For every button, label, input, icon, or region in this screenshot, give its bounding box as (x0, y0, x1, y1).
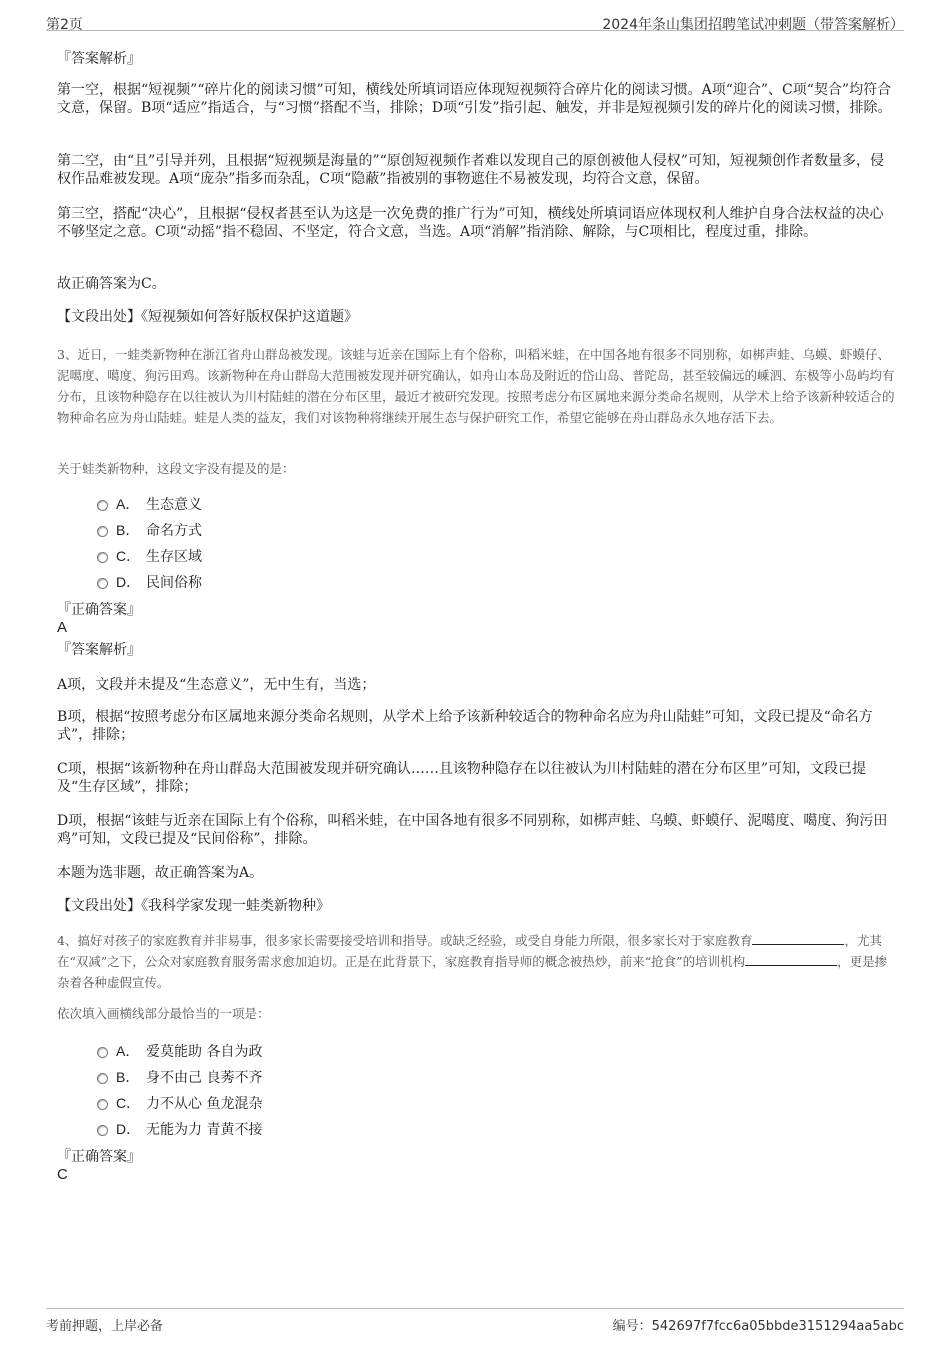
q4-option-b[interactable]: B． 身不由己 良莠不齐 (97, 1068, 262, 1087)
q3-option-a[interactable]: A． 生态意义 (97, 495, 202, 514)
q3-option-b[interactable]: B． 命名方式 (97, 521, 202, 540)
q2-conclusion: 故正确答案为C。 (57, 276, 166, 292)
q3-option-d[interactable]: D． 民间俗称 (97, 573, 202, 592)
q4-stem: 4、搞好对孩子的家庭教育并非易事，很多家长需要接受培训和指导。或缺乏经验，或受自身能力所限，很多家长对于家庭教育 ，尤其在“双减”之下，公众对家庭教育服务需求愈加迫切。正是在此背景下，家庭教育指导师的概念被热炒，前来“抢食”的培训机构 ，更是掺杂着各种虚假宣传。 (57, 933, 888, 990)
radio-icon[interactable] (97, 526, 108, 537)
q3-analysis-d: D项，根据“该蛙与近亲在国际上有个俗称，叫稻米蛙，在中国各地有很多不同别称，如梆声蛙、乌蟆、虾蟆仔、泥噶度、噶度、狗污田鸡”可知，文段已提及“民间俗称”，排除。 (57, 813, 888, 847)
q2-source: 【文段出处】《短视频如何答好版权保护这道题》 (57, 309, 358, 325)
q2-analysis-para-1: 第一空，根据“短视频”“碎片化的阅读习惯”可知，横线处所填词语应体现短视频符合碎片化的阅读习惯。A项“迎合”、C项“契合”均符合文意，保留。B项“适应”指适合，与“习惯”搭配不当，排除；D项“引发”指引起、触发，并非是短视频引发的碎片化的阅读习惯，排除。 (57, 82, 892, 116)
q3-analysis-label: 『答案解析』 (57, 642, 141, 658)
page-number: 第2页 (46, 17, 83, 33)
footer-slogan: 考前押题，上岸必备 (46, 1319, 164, 1334)
q3-option-c[interactable]: C． 生存区域 (97, 547, 202, 566)
q2-analysis-para-2: 第二空，由“且”引导并列，且根据“短视频是海量的”“原创短视频作者难以发现自己的原创被他人侵权”可知，短视频创作者数量多，侵权作品难被发现。A项“庞杂”指多而杂乱，C项“隐蔽”指被别的事物遮住不易被发现，均符合文意，保留。 (57, 153, 884, 187)
fill-blank-1 (752, 932, 844, 945)
radio-icon[interactable] (97, 1073, 108, 1084)
q4-answer: C (57, 1166, 68, 1183)
radio-icon[interactable] (97, 1099, 108, 1110)
q4-option-c[interactable]: C． 力不从心 鱼龙混杂 (97, 1094, 262, 1113)
q3-analysis-b: B项，根据“按照考虑分布区属地来源分类命名规则，从学术上给予该新种较适合的物种命名应为舟山陆蛙”可知，文段已提及“命名方式”，排除； (57, 709, 873, 743)
q3-conclusion: 本题为选非题，故正确答案为A。 (57, 865, 264, 881)
q3-analysis-a: A项，文段并未提及“生态意义”，无中生有，当选； (57, 677, 376, 693)
radio-icon[interactable] (97, 1125, 108, 1136)
q3-answer: A (57, 619, 68, 636)
q2-analysis-label: 『答案解析』 (57, 51, 141, 67)
q3-source: 【文段出处】《我科学家发现一蛙类新物种》 (57, 898, 330, 914)
document-serial: 编号：542697f7fcc6a05bbde3151294aa5abc (612, 1319, 904, 1334)
radio-icon[interactable] (97, 578, 108, 589)
q3-answer-label: 『正确答案』 (57, 602, 141, 618)
q3-stem: 3、近日，一蛙类新物种在浙江省舟山群岛被发现。该蛙与近亲在国际上有个俗称，叫稻米蛙，在中国各地有很多不同别称，如梆声蛙、乌蟆、虾蟆仔、泥噶度、噶度、狗污田鸡。该新物种在舟山群岛大范围被发现并研究确认，如舟山本岛及附近的岱山岛、普陀岛，甚至较偏远的嵊泗、东极等小岛屿均有分布，且该物种隐存在以往被认为川村陆蛙的潜在分布区里，最近才被研究发现。按照考虑分布区属地来源分类命名规则，从学术上给予该新种较适合的物种命名应为舟山陆蛙。蛙是人类的益友，我们对该物种将继续开展生态与保护研究工作，希望它能够在舟山群岛永久地存活下去。 (57, 347, 895, 425)
q3-analysis-c: C项，根据“该新物种在舟山群岛大范围被发现并研究确认……且该物种隐存在以往被认为川村陆蛙的潜在分布区里”可知，文段已提及“生存区域”，排除； (57, 761, 867, 795)
page-header (46, 10, 904, 31)
q4-option-d[interactable]: D． 无能为力 青黄不接 (97, 1120, 262, 1139)
radio-icon[interactable] (97, 552, 108, 563)
q4-answer-label: 『正确答案』 (57, 1149, 141, 1165)
page-footer (46, 1308, 904, 1333)
q4-option-a[interactable]: A． 爱莫能助 各自为政 (97, 1042, 262, 1061)
document-title: 2024年条山集团招聘笔试冲刺题（带答案解析） (602, 17, 904, 33)
q3-question: 关于蛙类新物种，这段文字没有提及的是： (57, 461, 295, 476)
q2-analysis-para-3: 第三空，搭配“决心”，且根据“侵权者甚至认为这是一次免费的推广行为”可知，横线处所填词语应体现权利人维护自身合法权益的决心不够坚定之意。C项“动摇”指不稳固、不坚定，符合文意，当选。A项“消解”指消除、解除，与C项相比，程度过重，排除。 (57, 206, 884, 240)
radio-icon[interactable] (97, 500, 108, 511)
fill-blank-2 (745, 953, 837, 966)
radio-icon[interactable] (97, 1047, 108, 1058)
q4-question: 依次填入画横线部分最恰当的一项是： (57, 1006, 270, 1021)
